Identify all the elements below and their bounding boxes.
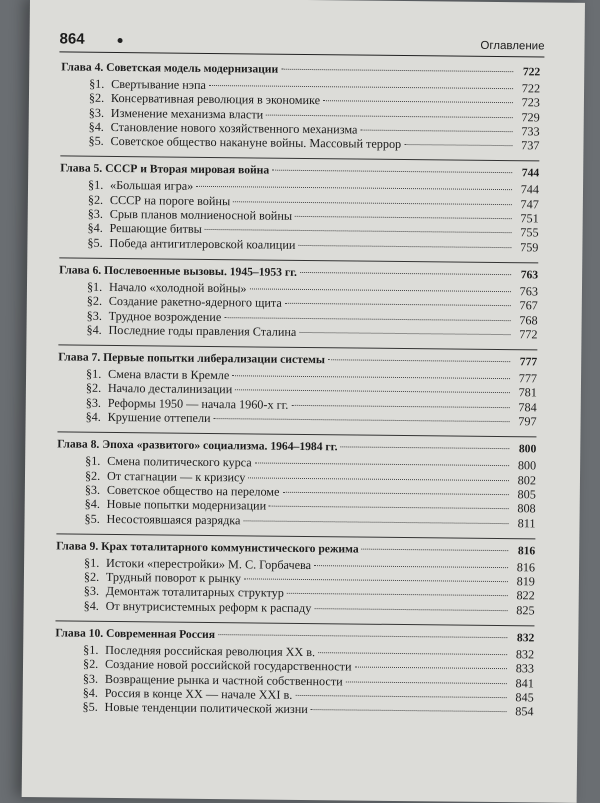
dot-leader xyxy=(311,709,507,712)
section-page: 747 xyxy=(520,197,539,212)
dot-leader xyxy=(269,506,509,510)
dot-leader xyxy=(300,272,511,275)
dot-leader xyxy=(272,170,512,174)
chapter-page: 777 xyxy=(519,355,538,369)
section-title: Смена политического курса xyxy=(107,454,252,470)
section-number: §1. xyxy=(84,555,100,570)
section-title: Смена власти в Кремле xyxy=(107,367,230,383)
section-number: §4. xyxy=(84,496,101,512)
dot-leader xyxy=(404,144,512,146)
section-number: §4. xyxy=(86,322,102,337)
chapter-block xyxy=(58,258,538,350)
chapter-title: Глава 8. Эпоха «развитого» социализма. 1964–1984 гг. xyxy=(57,437,338,454)
section-number: §1. xyxy=(83,642,99,657)
bullet-icon xyxy=(118,38,123,43)
section-title: Срыв планов молниеносной войны xyxy=(109,207,293,223)
section-number: §1. xyxy=(89,76,105,91)
dot-leader xyxy=(285,303,511,306)
section-page: 759 xyxy=(520,239,539,255)
dot-leader xyxy=(266,114,513,118)
chapter-title: Глава 10. Современная Россия xyxy=(55,626,216,642)
section-page: 751 xyxy=(520,211,539,226)
section-page: 825 xyxy=(516,602,535,618)
section-title: Консервативная революция в экономике xyxy=(110,91,321,108)
section-page: 729 xyxy=(521,109,540,125)
section-page: 767 xyxy=(519,298,538,313)
section-number: §1. xyxy=(86,279,103,294)
section-page: 784 xyxy=(518,399,537,415)
section-title: «Большая игра» xyxy=(109,178,194,194)
section-page: 811 xyxy=(517,515,536,530)
dot-leader xyxy=(235,390,510,394)
section-number: §2. xyxy=(82,656,99,672)
page-header xyxy=(59,9,544,57)
dot-leader xyxy=(287,593,508,596)
section-title: От внутрисистемных реформ к распаду xyxy=(105,598,312,615)
dot-leader xyxy=(355,667,507,670)
dot-leader xyxy=(232,375,510,379)
dot-leader xyxy=(281,69,513,72)
section-title: Создание новой российской государственности xyxy=(104,657,352,674)
section-number: §2. xyxy=(83,569,100,584)
chapter-block xyxy=(59,157,539,263)
section-number: §2. xyxy=(85,381,102,396)
section-number: §4. xyxy=(87,221,103,236)
section-number: §2. xyxy=(87,192,104,207)
section-title: Новые тенденции политической жизни xyxy=(104,700,308,717)
table-of-contents xyxy=(54,55,540,726)
section-number: §4. xyxy=(82,685,99,700)
chapter-block xyxy=(56,433,536,539)
chapter-block xyxy=(57,346,537,438)
section-page: 797 xyxy=(518,414,537,429)
section-page: 816 xyxy=(516,560,536,575)
section-page: 733 xyxy=(521,124,540,139)
section-number: §4. xyxy=(88,119,104,134)
section-title: Последние годы правления Сталина xyxy=(108,322,297,339)
chapter-title: Глава 7. Первые попытки либерализации системы xyxy=(58,350,326,367)
section-number: §1. xyxy=(85,366,102,382)
section-page: 822 xyxy=(516,588,535,603)
section-number: §3. xyxy=(83,584,100,599)
dot-leader xyxy=(224,317,510,321)
dot-leader xyxy=(196,186,512,190)
chapter-block xyxy=(54,621,534,726)
section-number: §3. xyxy=(82,671,99,686)
section-title: Трудный поворот к рынку xyxy=(105,570,242,586)
chapter-page: 800 xyxy=(518,442,537,456)
section-title: Свертывание нэпа xyxy=(111,76,207,92)
dot-leader xyxy=(328,359,510,362)
section-page: 808 xyxy=(517,501,536,516)
dot-leader xyxy=(244,578,508,582)
chapter-block xyxy=(60,55,540,161)
dot-leader xyxy=(209,85,513,89)
section-page: 737 xyxy=(521,138,540,153)
section-title: Последняя российская революция XX в. xyxy=(105,642,316,660)
section-number: §4. xyxy=(83,598,99,613)
section-page: 805 xyxy=(517,487,536,502)
section-page: 845 xyxy=(515,690,534,705)
chapter-page: 722 xyxy=(522,65,541,79)
section-title: Начало десталинизации xyxy=(107,381,233,397)
chapter-title: Глава 9. Крах тоталитарного коммунистического режима xyxy=(56,539,359,556)
dot-leader xyxy=(318,652,507,655)
section-title: Создание ракетно-ядерного щита xyxy=(108,294,282,311)
dot-leader xyxy=(243,520,508,524)
dot-leader xyxy=(360,129,512,132)
section-title: Истоки «перестройки» М. С. Горбачева xyxy=(106,555,312,572)
dot-leader xyxy=(282,492,508,495)
section-page: 802 xyxy=(517,472,537,488)
dot-leader xyxy=(295,216,512,219)
section-page: 854 xyxy=(515,704,534,719)
chapter-block xyxy=(55,534,535,626)
chapter-page: 763 xyxy=(520,268,539,282)
section-page: 841 xyxy=(515,675,534,691)
section-title: Возвращение рынка и частной собственности xyxy=(104,671,343,689)
section-number: §3. xyxy=(88,105,105,120)
section-title: Демонтаж тоталитарных структур xyxy=(105,584,284,601)
section-page: 832 xyxy=(515,647,535,662)
dot-leader xyxy=(205,229,512,233)
dot-leader xyxy=(323,100,513,103)
dot-leader xyxy=(248,477,509,481)
section-number: §2. xyxy=(84,468,101,483)
section-number: §5. xyxy=(87,235,103,250)
section-title: Трудное возрождение xyxy=(108,308,222,324)
section-title: Победа антигитлеровской коалиции xyxy=(109,235,296,252)
section-page: 772 xyxy=(519,327,538,342)
chapter-title: Глава 6. Послевоенные вызовы. 1945–1953 гг. xyxy=(59,263,298,279)
section-number: §4. xyxy=(85,409,101,424)
section-page: 755 xyxy=(520,225,539,240)
section-title: Крушение оттепели xyxy=(107,409,211,426)
dot-leader xyxy=(255,463,509,467)
section-number: §3. xyxy=(86,308,102,323)
dot-leader xyxy=(295,695,506,698)
dot-leader xyxy=(314,608,507,611)
section-title: Становление нового хозяйственного механизма xyxy=(110,119,358,137)
section-number: §2. xyxy=(86,293,103,309)
dot-leader xyxy=(346,681,507,684)
section-page: 800 xyxy=(517,458,537,473)
section-number: §5. xyxy=(82,699,98,715)
section-title: Решающие битвы xyxy=(109,221,202,237)
dot-leader xyxy=(299,332,510,335)
section-page: 744 xyxy=(520,182,540,197)
section-title: СССР на пороге войны xyxy=(109,192,231,208)
section-page: 781 xyxy=(518,385,537,400)
chapter-page: 744 xyxy=(521,166,540,180)
section-number: §2. xyxy=(88,91,105,106)
book-page xyxy=(22,0,585,803)
dot-leader xyxy=(291,405,509,408)
section-title: Изменение механизма власти xyxy=(110,105,264,122)
section-title: Россия в конце XX — начале XXI в. xyxy=(104,685,293,702)
section-number: §3. xyxy=(87,206,104,221)
section-page: 833 xyxy=(515,661,535,676)
section-title: Советское общество накануне войны. Массовый террор xyxy=(110,134,402,152)
dot-leader xyxy=(214,418,510,422)
section-page: 722 xyxy=(521,81,541,96)
section-number: §3. xyxy=(84,482,101,497)
section-number: §5. xyxy=(88,133,104,149)
section-number: §5. xyxy=(84,511,100,526)
section-title: Советское общество на переломе xyxy=(106,482,280,499)
dot-leader xyxy=(362,548,509,551)
chapter-page: 832 xyxy=(516,631,535,645)
section-page: 768 xyxy=(519,312,538,327)
dot-leader xyxy=(250,288,511,292)
section-number: §1. xyxy=(85,454,101,469)
running-title: Оглавление xyxy=(480,39,545,53)
section-title: Несостоявшаяся разрядка xyxy=(106,511,241,527)
section-number: §3. xyxy=(85,395,102,410)
section-title: От стагнации — к кризису xyxy=(106,468,246,485)
dot-leader xyxy=(298,245,511,248)
dot-leader xyxy=(314,565,508,568)
section-title: Реформы 1950 — начала 1960-х гг. xyxy=(107,395,289,412)
section-page: 777 xyxy=(518,371,538,386)
dot-leader xyxy=(341,447,510,450)
section-page: 723 xyxy=(521,95,541,110)
chapter-title: Глава 4. Советская модель модернизации xyxy=(61,60,279,76)
section-page: 819 xyxy=(516,574,535,589)
section-title: Начало «холодной войны» xyxy=(108,279,247,296)
chapter-title: Глава 5. СССР и Вторая мировая война xyxy=(60,161,270,178)
page-number: 864 xyxy=(59,30,85,48)
section-number: §1. xyxy=(87,178,104,193)
chapter-page: 816 xyxy=(517,544,536,558)
dot-leader xyxy=(233,201,512,205)
section-page: 763 xyxy=(519,284,539,299)
section-title: Новые попытки модернизации xyxy=(106,497,267,513)
dot-leader xyxy=(218,634,507,638)
